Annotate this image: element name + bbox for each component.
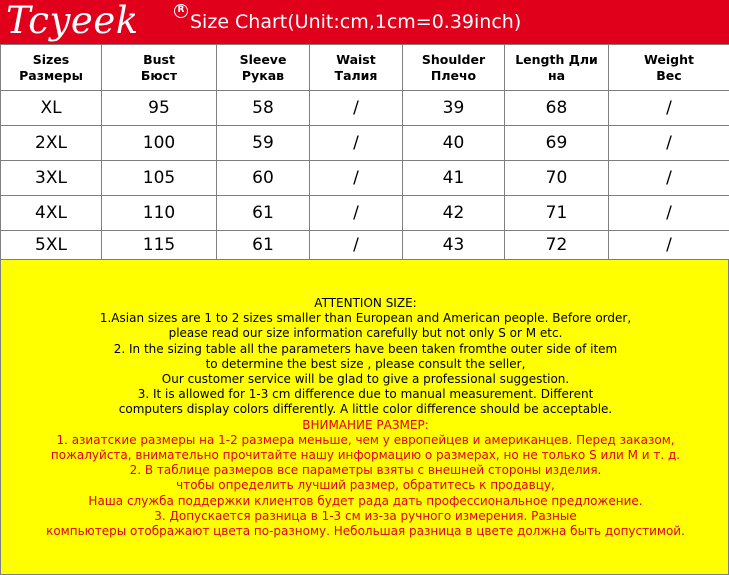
cell-weight: / — [609, 91, 729, 126]
column-header-sizes: Sizes Размеры — [1, 45, 102, 91]
cell-weight: / — [609, 231, 729, 260]
column-header-bust: Bust Бюст — [102, 45, 217, 91]
notice-line-ru: 3. Допускается разница в 1-3 см из-за ручного измерения. Разные — [154, 508, 577, 523]
cell-waist: / — [310, 231, 403, 260]
notice-text — [1, 296, 729, 539]
notice-line-en: 1.Asian sizes are 1 to 2 sizes smaller than European and American people. Before order, — [99, 311, 632, 326]
cell-sleeve: 59 — [217, 126, 310, 161]
cell-size: 3XL — [1, 161, 102, 196]
notice-line-en: Our customer service will be glad to give a professional suggestion. — [161, 372, 570, 387]
notice-line-en: ATTENTION SIZE: — [314, 296, 417, 310]
cell-bust: 100 — [102, 126, 217, 161]
notice-line-ru: чтобы определить лучший размер, обратитесь к продавцу, — [176, 478, 555, 493]
table-row — [1, 126, 729, 161]
cell-waist: / — [310, 91, 403, 126]
table-row — [1, 196, 729, 231]
notice-line-en: computers display colors differently. A little color difference should be acceptable. — [118, 402, 613, 417]
column-header-shoulder: Shoulder Плечо — [403, 45, 505, 91]
cell-bust: 105 — [102, 161, 217, 196]
cell-size: XL — [1, 91, 102, 126]
notice-line-ru: пожалуйста, внимательно прочитайте нашу информацию о размерах, но не только S или M и т. д. — [50, 448, 681, 463]
size-chart-title: Size Chart(Unit:cm,1cm=0.39inch) — [190, 11, 522, 33]
cell-shoulder: 40 — [403, 126, 505, 161]
cell-length: 70 — [505, 161, 609, 196]
cell-shoulder: 42 — [403, 196, 505, 231]
notice-line-ru: ВНИМАНИЕ РАЗМЕР: — [302, 417, 429, 432]
cell-shoulder: 39 — [403, 91, 505, 126]
size-notice-panel — [0, 259, 729, 575]
cell-length: 68 — [505, 91, 609, 126]
cell-waist: / — [310, 126, 403, 161]
cell-sleeve: 61 — [217, 196, 310, 231]
size-table — [0, 44, 729, 260]
size-chart-header — [0, 0, 729, 44]
notice-line-ru: компьютеры отображают цвета по-разному. Небольшая разница в цвете должна быть допустимой. — [46, 524, 685, 539]
notice-line-ru: 1. азиатские размеры на 1-2 размера меньше, чем у европейцев и американцев. Перед заказом, — [56, 432, 675, 447]
cell-weight: / — [609, 196, 729, 231]
notice-line-ru: Наша служба поддержки клиентов будет рада дать профессиональное предложение. — [88, 493, 643, 508]
cell-sleeve: 61 — [217, 231, 310, 260]
cell-size: 5XL — [1, 231, 102, 260]
notice-line-ru: 2. В таблице размеров все параметры взяты с внешней стороны изделия. — [129, 463, 602, 478]
table-header-row — [1, 45, 729, 91]
cell-length: 72 — [505, 231, 609, 260]
notice-line-en: 3. It is allowed for 1-3 cm difference due to manual measurement. Different — [137, 387, 594, 402]
cell-sleeve: 60 — [217, 161, 310, 196]
notice-line-en: please read our size information carefully but not only S or M etc. — [168, 326, 563, 341]
brand-logo: Tcyeek — [6, 0, 139, 42]
cell-bust: 115 — [102, 231, 217, 260]
registered-mark-icon: R — [174, 4, 188, 18]
cell-bust: 110 — [102, 196, 217, 231]
cell-weight: / — [609, 126, 729, 161]
column-header-sleeve: Sleeve Рукав — [217, 45, 310, 91]
cell-shoulder: 41 — [403, 161, 505, 196]
cell-weight: / — [609, 161, 729, 196]
table-row — [1, 231, 729, 260]
table-row — [1, 161, 729, 196]
column-header-length: Length Дли на — [505, 45, 609, 91]
column-header-waist: Waist Талия — [310, 45, 403, 91]
cell-bust: 95 — [102, 91, 217, 126]
cell-length: 69 — [505, 126, 609, 161]
cell-sleeve: 58 — [217, 91, 310, 126]
cell-waist: / — [310, 161, 403, 196]
cell-size: 4XL — [1, 196, 102, 231]
column-header-weight: Weight Вес — [609, 45, 729, 91]
notice-line-en: 2. In the sizing table all the parameters have been taken fromthe outer side of item — [113, 341, 618, 356]
cell-length: 71 — [505, 196, 609, 231]
cell-shoulder: 43 — [403, 231, 505, 260]
cell-waist: / — [310, 196, 403, 231]
notice-line-en: to determine the best size , please consult the seller, — [205, 356, 526, 371]
cell-size: 2XL — [1, 126, 102, 161]
table-row — [1, 91, 729, 126]
